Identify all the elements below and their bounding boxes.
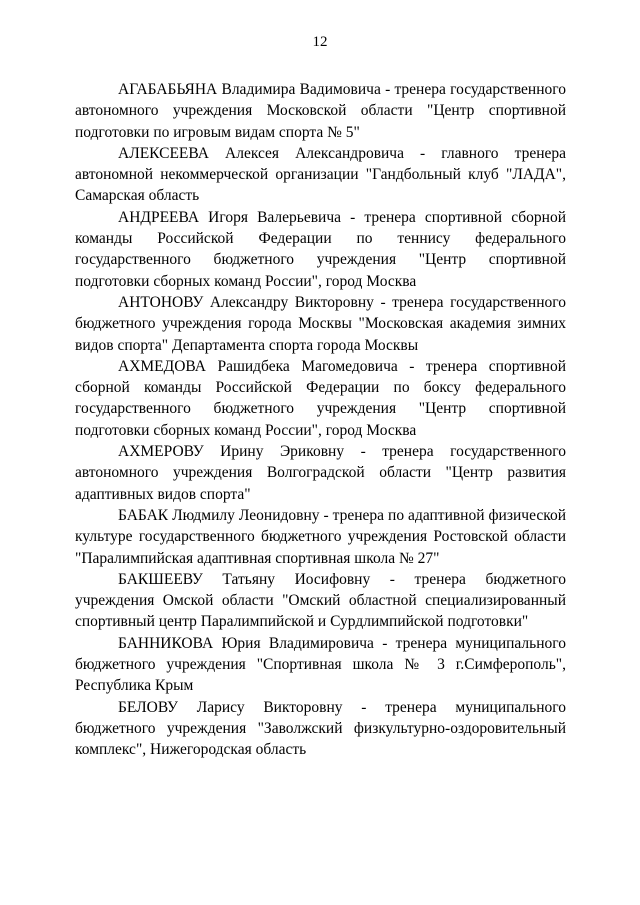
award-list	[75, 79, 566, 761]
list-item: АНДРЕЕВА Игоря Валерьевича - тренера спортивной сборной команды Российской Федерации по теннису федерального государственного бюджетного учреждения "Центр спортивной подготовки сборных команд России", город Москва	[75, 208, 566, 290]
list-item: АЛЕКСЕЕВА Алексея Александровича - главного тренера автономной некоммерческой организации "Гандбольный клуб "ЛАДА", Самарская область	[75, 144, 566, 205]
list-item: БАННИКОВА Юрия Владимировича - тренера муниципального бюджетного учреждения "Спортивная школа № 3 г.Симферополь", Республика Крым	[75, 634, 566, 695]
list-item: АХМЕДОВА Рашидбека Магомедовича - тренера спортивной сборной команды Российской Федерации по боксу федерального государственного бюджетного учреждения "Центр спортивной подготовки сборных команд России", город Москва	[75, 357, 566, 439]
list-item: АГАБАБЬЯНА Владимира Вадимовича - тренера государственного автономного учреждения Московской области "Центр спортивной подготовки по игровым видам спорта № 5"	[75, 81, 566, 141]
list-item: БАКШЕЕВУ Татьяну Иосифовну - тренера бюджетного учреждения Омской области "Омский областной специализированный спортивный центр Паралимпийской и Сурдлимпийской подготовки"	[75, 570, 566, 631]
list-item: БЕЛОВУ Ларису Викторовну - тренера муниципального бюджетного учреждения "Заволжский физкультурно-оздоровительный комплекс", Нижегородская область	[75, 698, 566, 759]
list-item: БАБАК Людмилу Леонидовну - тренера по адаптивной физической культуре государственного бюджетного учреждения Ростовской области "Паралимпийская адаптивная спортивная школа № 27"	[75, 506, 566, 567]
list-item: АХМЕРОВУ Ирину Эриковну - тренера государственного автономного учреждения Волгоградской области "Центр развития адаптивных видов спорта"	[75, 443, 566, 503]
page-number: 12	[312, 34, 328, 50]
list-item: АНТОНОВУ Александру Викторовну - тренера государственного бюджетного учреждения города Москвы "Московская академия зимних видов спорта" Департамента спорта города Москвы	[75, 293, 566, 354]
